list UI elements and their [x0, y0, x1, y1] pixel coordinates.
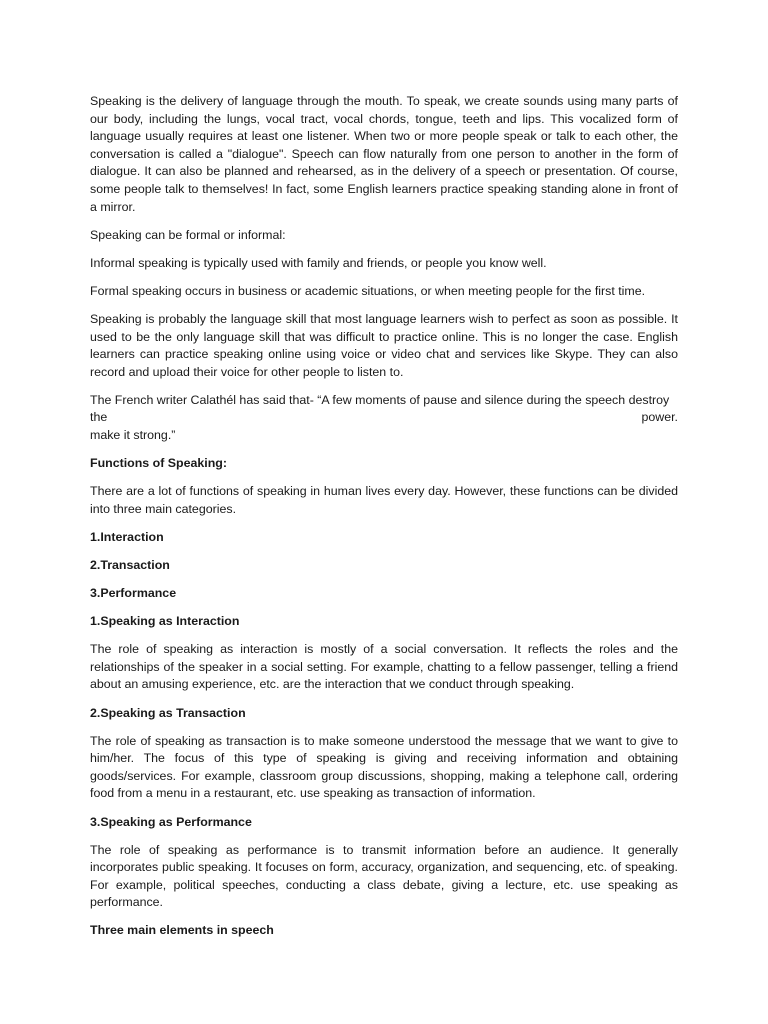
intro-paragraph: Speaking is the delivery of language through the mouth. To speak, we create sounds using many parts of our body, including the lungs, vocal tract, vocal chords, tongue, teeth and lips. This vocalized form of language usually requires at least one listener. When two or more people speak or talk to each other, the conversation is called a "dialogue". Speech can flow naturally from one person to another in the form of dialogue. It can also be planned and rehearsed, as in the delivery of a speech or presentation. Of course, some people talk to themselves! In fact, some English learners practice speaking standing alone in front of a mirror. — [90, 94, 678, 214]
formal-line: Formal speaking occurs in business or academic situations, or when meeting people for the first time. — [90, 283, 646, 298]
formal-informal-line: Speaking can be formal or informal: — [90, 227, 286, 242]
quote-paragraph — [90, 392, 678, 445]
informal-line: Informal speaking is typically used with family and friends, or people you know well. — [90, 255, 547, 270]
quote-line-2 — [90, 409, 678, 427]
section-body-interaction: The role of speaking as interaction is mostly of a social conversation. It reflects the roles and the relationships of the speaker in a social setting. For example, chatting to a fellow passenger, telling a friend about an amusing experience, etc. are the interaction that we conduct through speaking. — [90, 642, 678, 692]
skill-paragraph: Speaking is probably the language skill that most language learners wish to perfect as soon as possible. It used to be the only language skill that was difficult to practice online. This is no longer the case. English learners can practice speaking online using voice or video chat and services like Skype. They can also record and upload their voice for other people to listen to. — [90, 311, 678, 379]
section-body-performance: The role of speaking as performance is to transmit information before an audience. It generally incorporates public speaking. It focuses on form, accuracy, organization, and sequencing, etc. of speaking. For example, political speeches, conducting a class debate, giving a lecture, etc. use speaking as performance. — [90, 842, 678, 910]
quote-line-3: make it strong.” — [90, 428, 176, 442]
list-item-performance: 3.Performance — [90, 586, 177, 601]
list-item-transaction: 2.Transaction — [90, 557, 170, 572]
quote-line-2-left: the — [90, 410, 108, 425]
section-heading-performance: 3.Speaking as Performance — [90, 814, 252, 829]
section-body-transaction: The role of speaking as transaction is to make someone understood the message that we want to give to him/her. The focus of this type of speaking is giving and receiving information and obtaining goods/services. For example, classroom group discussions, shopping, making a telephone call, ordering food from a menu in a restaurant, etc. use speaking as transaction of information. — [90, 733, 678, 801]
quote-line-1: The French writer Calathél has said that- “A few moments of pause and silence during the speech destroy — [90, 392, 670, 407]
functions-heading: Functions of Speaking: — [90, 456, 227, 471]
functions-intro: There are a lot of functions of speaking in human lives every day. However, these functions can be divided into three main categories. — [90, 484, 678, 516]
section-heading-interaction: 1.Speaking as Interaction — [90, 614, 240, 629]
section-heading-transaction: 2.Speaking as Transaction — [90, 705, 246, 720]
quote-line-2-right: power. — [641, 410, 678, 425]
list-item-interaction: 1.Interaction — [90, 529, 164, 544]
final-heading: Three main elements in speech — [90, 923, 274, 938]
document-page — [90, 93, 678, 951]
